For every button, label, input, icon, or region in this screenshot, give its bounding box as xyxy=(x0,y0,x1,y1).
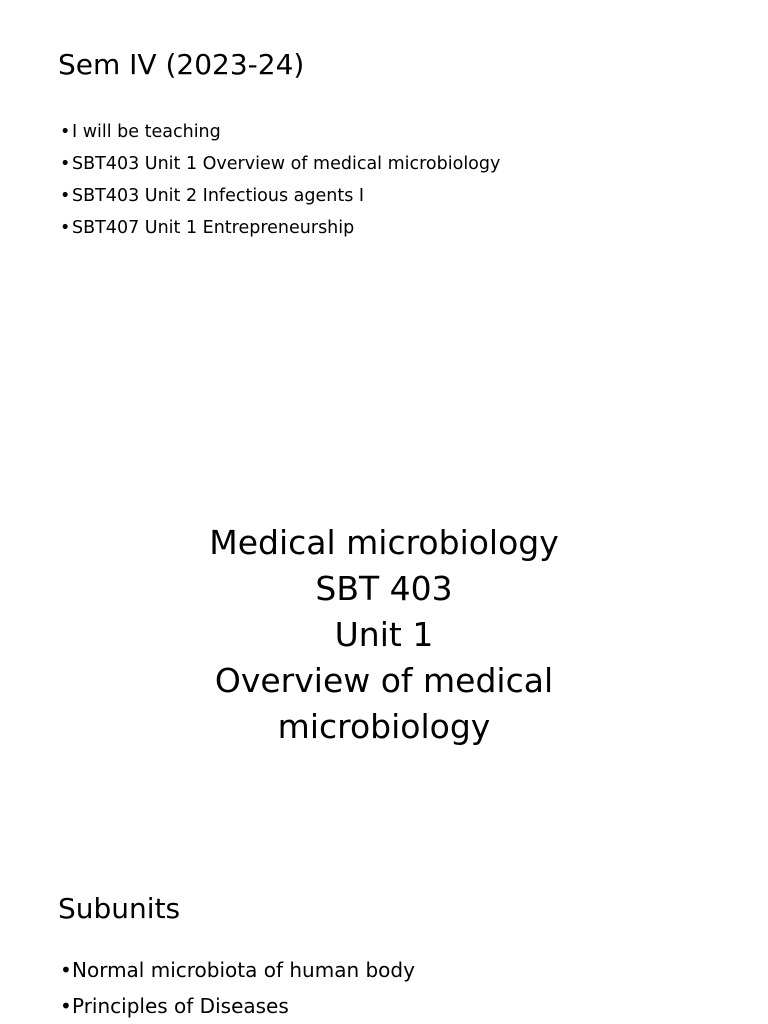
title-line: Overview of medical xyxy=(214,661,554,700)
title-line: Medical microbiology xyxy=(209,523,559,562)
bullet-item: • Principles of Diseases xyxy=(60,988,415,1024)
slide-sem-iv xyxy=(0,0,768,440)
title-block xyxy=(0,520,768,750)
bullet-item: • Normal microbiota of human body xyxy=(60,952,415,988)
title-line: microbiology xyxy=(277,707,491,746)
slide-title xyxy=(0,440,768,860)
bullet-item: • SBT407 Unit 1 Entrepreneurship xyxy=(60,212,500,244)
slide-heading: Sem IV (2023-24) xyxy=(58,48,305,81)
slide-subunits xyxy=(0,860,768,1024)
bullet-list xyxy=(60,952,415,1024)
slide-heading: Subunits xyxy=(58,892,181,925)
title-line: Unit 1 xyxy=(334,615,434,654)
bullet-item: • I will be teaching xyxy=(60,116,500,148)
bullet-item: • SBT403 Unit 2 Infectious agents I xyxy=(60,180,500,212)
bullet-item: • SBT403 Unit 1 Overview of medical microbiology xyxy=(60,148,500,180)
bullet-list xyxy=(60,116,500,244)
title-line: SBT 403 xyxy=(315,569,453,608)
